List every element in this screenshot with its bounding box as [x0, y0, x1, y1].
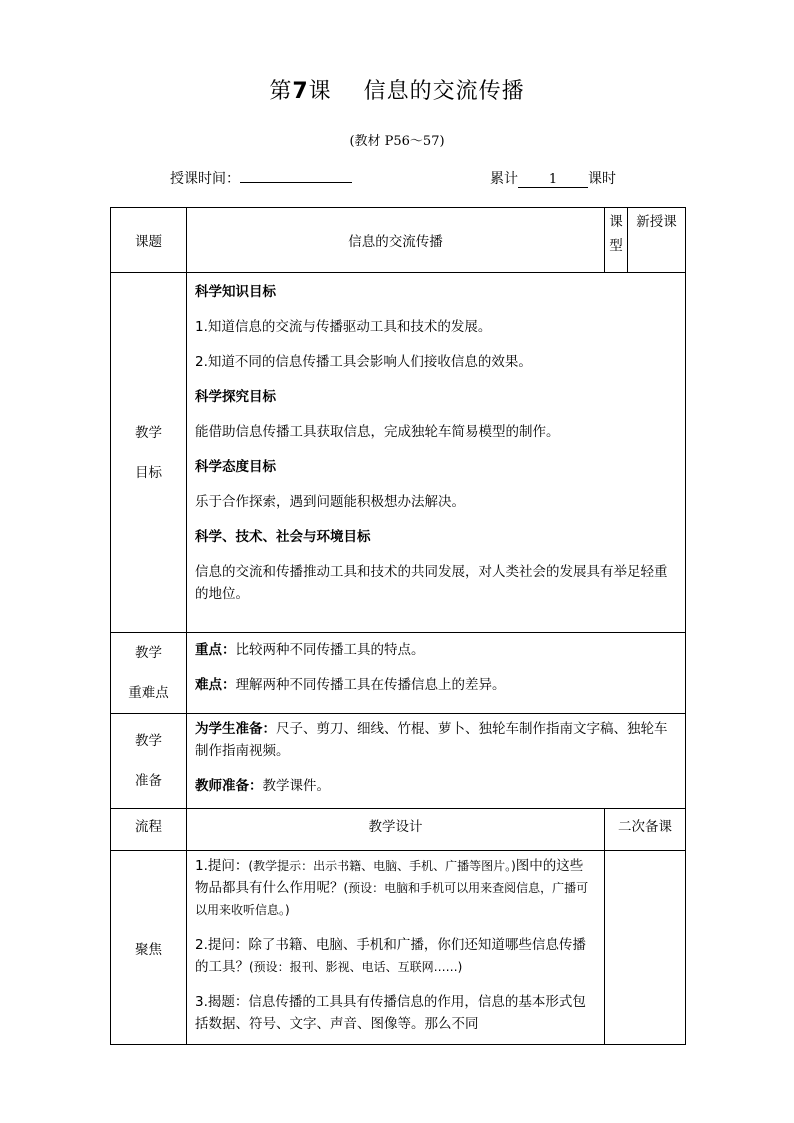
- topic-label: 课题: [111, 208, 187, 273]
- goals-label: 教学 目标: [111, 273, 187, 633]
- process-header: 流程: [111, 809, 187, 851]
- keypoints-label: 教学 重难点: [111, 633, 187, 714]
- row-keypoints: [111, 633, 686, 714]
- row-process-header: [111, 809, 686, 851]
- page-title: 第7课 信息的交流传播: [269, 79, 525, 104]
- keypoints-content: [187, 633, 686, 714]
- topic-value: 信息的交流传播: [187, 208, 605, 273]
- focus-label: 聚焦: [111, 851, 187, 1045]
- row-topic: [111, 208, 686, 273]
- goal-heading-stse: 科学、技术、社会与环境目标: [195, 529, 371, 545]
- goal-heading-knowledge: 科学知识目标: [195, 284, 276, 300]
- student-prep: 为学生准备：尺子、剪刀、细线、竹棍、萝卜、独轮车制作指南文字稿、独轮车制作指南视频。: [195, 721, 668, 759]
- revision-header: 二次备课: [605, 809, 686, 851]
- goal-stse-1: 信息的交流和传播推动工具和技术的共同发展，对人类社会的发展具有举足轻重的地位。: [195, 564, 668, 602]
- goal-knowledge-2: 2.知道不同的信息传播工具会影响人们接收信息的效果。: [195, 354, 532, 370]
- type-cell: [605, 208, 686, 273]
- total-unit: 课时: [588, 171, 616, 187]
- key-point: 重点：比较两种不同传播工具的特点。: [195, 642, 425, 658]
- goal-attitude-1: 乐于合作探索，遇到问题能积极想办法解决。: [195, 494, 465, 510]
- goals-content: [187, 273, 686, 633]
- total-label: 累计: [490, 171, 518, 187]
- total-lessons: [490, 168, 616, 188]
- prep-label: 教学 准备: [111, 714, 187, 809]
- row-prep: [111, 714, 686, 809]
- page-subtitle: (教材 P56～57): [349, 134, 445, 149]
- goal-heading-inquiry: 科学探究目标: [195, 389, 276, 405]
- focus-step-2: 2.提问：除了书籍、电脑、手机和广播，你们还知道哪些信息传播的工具？(预设：报刊、影视、电话、互联网……): [195, 937, 586, 975]
- lesson-plan-table: [110, 207, 686, 1045]
- row-goals: [111, 273, 686, 633]
- focus-step-1: 1.提问：(教学提示：出示书籍、电脑、手机、广播等图片。)图中的这些物品都具有什么作用呢？(预设：电脑和手机可以用来查阅信息，广播可以用来收听信息。): [195, 858, 589, 917]
- lesson-time-label: 授课时间：: [170, 171, 240, 187]
- focus-revision-cell: [605, 851, 686, 1045]
- goal-heading-attitude: 科学态度目标: [195, 459, 276, 475]
- design-header: 教学设计: [187, 809, 605, 851]
- row-focus: [111, 851, 686, 1045]
- focus-step-3: 3.揭题：信息传播的工具具有传播信息的作用，信息的基本形式包括数据、符号、文字、声音、图像等。那么不同: [195, 994, 586, 1032]
- difficult-point: 难点：理解两种不同传播工具在传播信息上的差异。: [195, 677, 506, 693]
- goal-inquiry-1: 能借助信息传播工具获取信息，完成独轮车简易模型的制作。: [195, 424, 560, 440]
- focus-content: [187, 851, 605, 1045]
- type-value: 新授课: [636, 214, 677, 230]
- teacher-prep: 教师准备：教学课件。: [195, 778, 330, 794]
- prep-content: [187, 714, 686, 809]
- goal-knowledge-1: 1.知道信息的交流与传播驱动工具和技术的发展。: [195, 319, 492, 335]
- lesson-time: [170, 168, 352, 188]
- total-value: 1: [518, 173, 588, 188]
- type-label: 课型: [605, 208, 628, 272]
- lesson-time-blank: [240, 168, 352, 183]
